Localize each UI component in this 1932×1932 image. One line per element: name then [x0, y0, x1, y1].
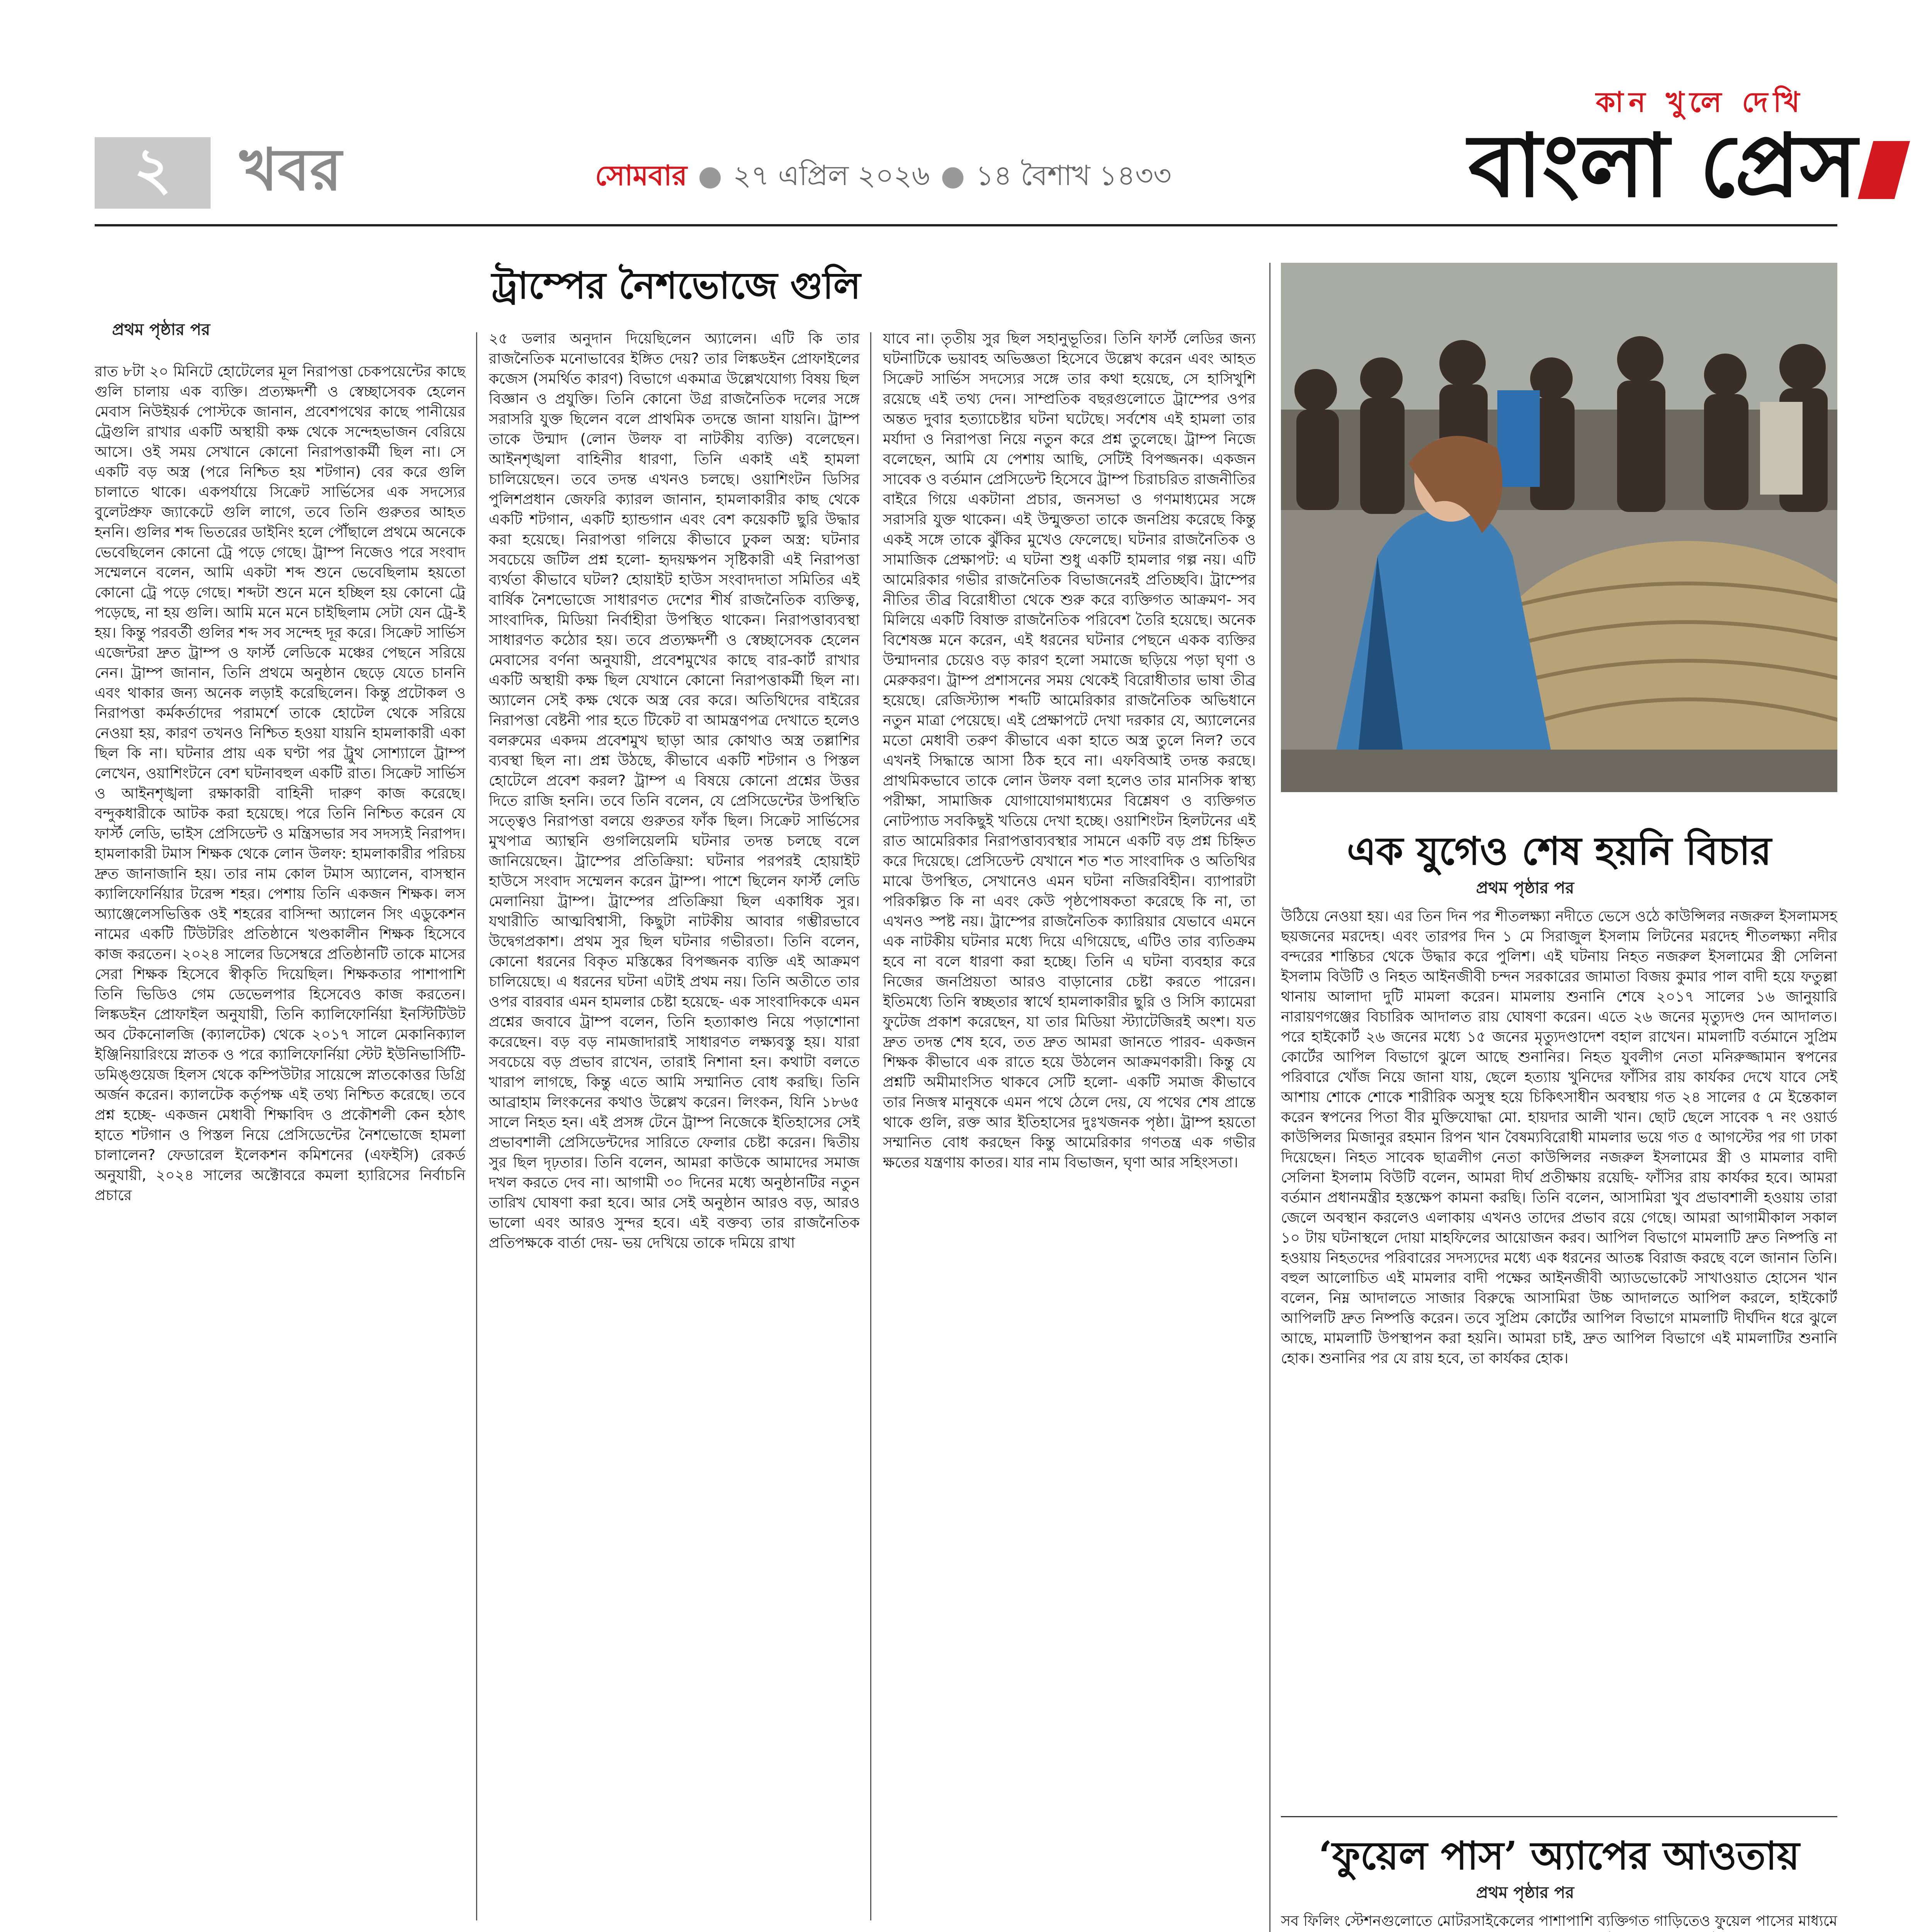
dateline-bengali: ১৪ বৈশাখ ১৪৩৩ — [976, 159, 1172, 192]
trump-column-1 — [95, 361, 466, 1922]
fuel-body — [1281, 1911, 1837, 1932]
news-photo — [1281, 263, 1837, 792]
bichar-text: উঠিয়ে নেওয়া হয়। এর তিন দিন পর শীতলক্ষ্যা নদীতে ভেসে ওঠে কাউন্সিলর নজরুল ইসলামসহ ছয়জনের মরদেহ। এবং তারপর দিন ১ মে সিরাজুল ইসলাম লিটনের মরদেহ শীতলক্ষ্যা নদীর বন্দরের শান্তিচর থেকে উদ্ধার করে পুলিশ। এই ঘটনায় নিহত নজরুল ইসলামের স্ত্রী সেলিনা ইসলাম বিউটি ও নিহত আইনজীবী চন্দন সরকারের জামাতা বিজয় কুমার পাল বাদী হয়ে ফতুল্লা থানায় আলাদা দুটি মামলা করেন। মামলায় শুনানি শেষে ২০১৭ সালের ১৬ জানুয়ারি নারায়ণগঞ্জের বিচারিক আদালত রায় ঘোষণা করেন। এতে ২৬ জনের মৃত্যুদণ্ড দেন আদালত। পরে হাইকোর্ট ২৬ জনের মধ্যে ১৫ জনের মৃত্যুদণ্ডাদেশ বহাল রাখেন। মামলাটি বর্তমানে সুপ্রিম কোর্টের আপিল বিভাগে ঝুলে আছে শুনানির। নিহত যুবলীগ নেতা মনিরুজ্জামান স্বপনের পরিবারে খোঁজ নিয়ে জানা যায়, ছেলে হত্যায় খুনিদের ফাঁসির রায় কার্যকর দেখে যাবে সেই আশায় শোকে শোকে শারীরিক অসুস্থ হয়ে চিকিৎসাধীন অবস্থায় গত ২৪ সালের ৫ মে ইন্তেকাল করেন স্বপনের পিতা বীর মুক্তিযোদ্ধা মো. হায়দার আলী খান। ছোট ছেলে সাবেক ৭ নং ওয়ার্ড কাউন্সিলর মিজানুর রহমান রিপন খান বৈষম্যবিরোধী মামলার ভয়ে গত ৫ আগস্টের পর গা ঢাকা দিয়েছেন। নিহত সাবেক ছাত্রলীগ নেতা কাউন্সিলর নজরুল ইসলামের স্ত্রী ও মামলার বাদী সেলিনা ইসলাম বিউটি বলেন, আমরা দীর্ঘ প্রতীক্ষায় রয়েছি- ফাঁসির রায় কার্যকর হবে। আমরা বর্তমান প্রধানমন্ত্রীর হস্তক্ষেপ কামনা করছি। তিনি বলেন, আসামিরা খুব প্রভাবশালী হওয়ায় তারা জেলে অবস্থান করলেও এলাকায় এখনও তাদের প্রভাব রয়ে গেছে। আমরা আগামীকাল সকাল ১০ টায় ঘটনাস্থলে দোয়া মাহফিলের আয়োজন করব। আপিল বিভাগে মামলাটি দ্রুত নিষ্পত্তি না হওয়ায় নিহতদের পরিবারের সদস্যদের মধ্যে এক ধরনের আতঙ্ক বিরাজ করছে বলে জানান তিনি। বহুল আলোচিত এই মামলার বাদী পক্ষের আইনজীবী অ্যাডভোকেট সাখাওয়াত হোসেন খান বলেন, নিম্ন আদালতে সাজার বিরুদ্ধে আসামিরা উচ্চ আদালতে আপিল করলে, হাইকোর্ট আপিলটি দ্রুত নিষ্পত্তি করেন। তবে সুপ্রিম কোর্টের আপিল বিভাগে মামলাটি দীর্ঘদিন ধরে ঝুলে আছে, মামলাটি উপস্থাপন করা হয়নি। আমরা চাই, দ্রুত আপিল বিভাগে এই মামলাটির শুনানি হোক। শুনানির পর যে রায় হবে, তা কার্যকর হোক। — [1281, 908, 1837, 1367]
fuel-headline: ‘ফুয়েল পাস’ অ্যাপের আওতায় — [1318, 1833, 1800, 1878]
bichar-headline: এক যুগেও শেষ হয়নি বিচার — [1347, 828, 1772, 874]
trump-headline: ট্রাম্পের নৈশভোজে গুলি — [492, 264, 861, 307]
trump-col2-text: ২৫ ডলার অনুদান দিয়েছিলেন অ্যালেন। এটি কি তার রাজনৈতিক মনোভাবের ইঙ্গিত দেয়? তার লিঙ্কডইন প্রোফাইলের কজেস (সমর্থিত কারণ) বিভাগে একমাত্র উল্লেখযোগ্য বিষয় ছিল বিজ্ঞান ও প্রযুক্তি। তিনি কোনো উগ্র রাজনৈতিক দলের সঙ্গে সরাসরি যুক্ত ছিলেন বলে প্রাথমিক তদন্তে জানা যায়নি। ট্রাম্প তাকে উন্মাদ (লোন উলফ বা নাটকীয় ব্যক্তি) বলেছেন। আইনশৃঙ্খলা বাহিনীর ধারণা, তিনি একাই এই হামলা চালিয়েছেন। তবে তদন্ত এখনও চলছে। ওয়াশিংটন ডিসির পুলিশপ্রধান জেফরি ক্যারল জানান, হামলাকারীর কাছ থেকে একটি শটগান, একটি হ্যান্ডগান এবং বেশ কয়েকটি ছুরি উদ্ধার করা হয়েছে। নিরাপত্তা গলিয়ে কীভাবে ঢুকল অস্ত্র: ঘটনার সবচেয়ে জটিল প্রশ্ন হলো- হৃদয়ক্ষপন সৃষ্টিকারী এই নিরাপত্তা ব্যর্থতা কীভাবে ঘটল? হোয়াইট হাউস সংবাদদাতা সমিতির এই বার্ষিক নৈশভোজে সাধারণত দেশের শীর্ষ রাজনৈতিক ব্যক্তিত্ব, সাংবাদিক, মিডিয়া নির্বাহীরা উপস্থিত থাকেন। নিরাপত্তাব্যবস্থা সাধারণত কঠোর হয়। তবে প্রত্যক্ষদর্শী ও স্বেচ্ছাসেবক হেলেন মেবাসের বর্ণনা অনুযায়ী, প্রবেশমুখের কাছে বার-কার্ট রাখার একটি অস্থায়ী কক্ষ ছিল যেখানে কোনো নিরাপত্তাকর্মী ছিল না। অ্যালেন সেই কক্ষ থেকে অস্ত্র বের করে। অতিথিদের বাইরের নিরাপত্তা বেষ্টনী পার হতে টিকেট বা আমন্ত্রণপত্র দেখাতে হলেও বলরুমের একদম প্রবেশমুখ ছাড়া আর কোথাও অস্ত্র তল্লাশির ব্যবস্থা ছিল না। প্রশ্ন উঠছে, কীভাবে একটি শটগান ও পিস্তল হোটেলে প্রবেশ করল? ট্রাম্প এ বিষয়ে কোনো প্রশ্নের উত্তর দিতে রাজি হননি। তবে তিনি বলেন, যে প্রেসিডেন্টের উপস্থিতি সত্ত্বেও নিরাপত্তা বলয়ে গুরুতর ফাঁক ছিল। সিক্রেট সার্ভিসের মুখপাত্র অ্যান্থনি গুগলিয়েলমি ঘটনার তদন্ত চলছে বলে জানিয়েছেন। ট্রাম্পের প্রতিক্রিয়া: ঘটনার পরপরই হোয়াইট হাউসে সংবাদ সম্মেলন করেন ট্রাম্প। পাশে ছিলেন ফার্স্ট লেডি মেলানিয়া ট্রাম্প। ট্রাম্পের প্রতিক্রিয়া ছিল একাধিক সুর। যথারীতি আত্মবিশ্বাসী, কিছুটা নাটকীয় আবার গম্ভীরভাবে উদ্বেগপ্রকাশ। প্রথম সুর ছিল ঘটনার গভীরতা। তিনি বলেন, কোনো ধরনের বিকৃত মস্তিষ্কের বিপজ্জনক ব্যক্তি এই আক্রমণ চালিয়েছে। এ ধরনের ঘটনা এটাই প্রথম নয়। তিনি অতীতে তার ওপর বারবার এমন হামলার চেষ্টা হয়েছে- এক সাংবাদিককে এমন প্রশ্নের জবাবে ট্রাম্প বলেন, তিনি হত্যাকাণ্ড নিয়ে পড়াশোনা করেছেন। বড় বড় নামজাদারাই সাধারণত লক্ষ্যবস্তু হয়। যারা সবচেয়ে বড় প্রভাব রাখেন, তারাই নিশানা হন। কথাটা বলতে খারাপ লাগছে, কিন্তু এতে আমি সম্মানিত বোধ করছি। তিনি আব্রাহাম লিংকনের কথাও উল্লেখ করেন। লিংকন, যিনি ১৮৬৫ সালে নিহত হন। এই প্রসঙ্গ টেনে ট্রাম্প নিজেকে ইতিহাসের সেই প্রভাবশালী প্রেসিডেন্টদের সারিতে ফেলার চেষ্টা করেন। দ্বিতীয় সুর ছিল দৃঢ়তার। তিনি বলেন, আমরা কাউকে আমাদের সমাজ দখল করতে দেব না। আগামী ৩০ দিনের মধ্যে অনুষ্ঠানটির নতুন তারিখ ঘোষণা করা হবে। আর সেই অনুষ্ঠান আরও বড়, আরও ভালো এবং আরও সুন্দর হবে। এই বক্তব্য তার রাজনৈতিক প্রতিপক্ষকে বার্তা দেয়- ভয় দেখিয়ে তাকে দমিয়ে রাখা — [489, 330, 860, 1251]
logo-text: বাংলা প্রেস — [1468, 116, 1857, 217]
fuel-continued-label: প্রথম পৃষ্ঠার পর — [1476, 1883, 1574, 1902]
trump-continued-label: প্রথম পৃষ্ঠার পর — [112, 320, 210, 339]
trump-col3-text: যাবে না। তৃতীয় সুর ছিল সহানুভূতির। তিনি ফার্স্ট লেডির জন্য ঘটনাটিকে ভয়াবহ অভিজ্ঞতা হিসেবে উল্লেখ করেন এবং আহত সিক্রেট সার্ভিস সদস্যের সঙ্গে তার কথা হয়েছে, সে হাসিখুশি রয়েছে এই তথ্য দেন। সাম্প্রতিক বছরগুলোতে ট্রাম্পের ওপর অন্তত দুবার হত্যাচেষ্টার ঘটনা ঘটেছে। সর্বশেষ এই হামলা তার মর্যাদা ও নিরাপত্তা নিয়ে নতুন করে প্রশ্ন তুলেছে। ট্রাম্প নিজে বলেছেন, আমি যে পেশায় আছি, সেটিই বিপজ্জনক। একজন সাবেক ও বর্তমান প্রেসিডেন্ট হিসেবে ট্রাম্প চিরাচরিত রাজনীতির বাইরে গিয়ে একটানা প্রচার, জনসভা ও গণমাধ্যমের সঙ্গে সরাসরি যুক্ত থাকেন। এই উন্মুক্ততা তাকে জনপ্রিয় করেছে কিন্তু একই সঙ্গে তাকে ঝুঁকির মুখেও ফেলেছে। ঘটনার রাজনৈতিক ও সামাজিক প্রেক্ষাপট: এ ঘটনা শুধু একটি হামলার গল্প নয়। এটি আমেরিকার গভীর রাজনৈতিক বিভাজনেরই প্রতিচ্ছবি। ট্রাম্পের নীতির তীব্র বিরোধীতা থেকে শুরু করে ব্যক্তিগত আক্রমণ- সব মিলিয়ে একটি বিষাক্ত রাজনৈতিক পরিবেশ তৈরি হয়েছে। অনেক বিশেষজ্ঞ মনে করেন, এই ধরনের ঘটনার পেছনে একক ব্যক্তির উন্মাদনার চেয়েও বড় কারণ হলো সমাজে ছড়িয়ে পড়া ঘৃণা ও মেরুকরণ। ট্রাম্প প্রশাসনের সময় থেকেই বিরোধীতার ভাষা তীব্র হয়েছে। রেজিস্ট্যান্স শব্দটি আমেরিকার রাজনৈতিক অভিধানে নতুন মাত্রা পেয়েছে। এই প্রেক্ষাপটে দেখা দরকার যে, অ্যালেনের মতো মেধাবী তরুণ কীভাবে একা হাতে অস্ত্র তুলে নিল? তবে এখনই সিদ্ধান্তে আসা ঠিক হবে না। এফবিআই তদন্ত করছে। প্রাথমিকভাবে তাকে লোন উলফ বলা হলেও তার মানসিক স্বাস্থ্য পরীক্ষা, সামাজিক যোগাযোগমাধ্যমের বিশ্লেষণ ও ব্যক্তিগত নোটপ্যাড সবকিছুই খতিয়ে দেখা হচ্ছে। ওয়াশিংটন হিলটনের এই রাত আমেরিকার নিরাপত্তাব্যবস্থার সামনে একটি বড় প্রশ্ন চিহ্নিত করে দিয়েছে। প্রেসিডেন্ট যেখানে শত শত সাংবাদিক ও অতিথির মাঝে উপস্থিত, সেখানেও এমন ঘটনা নজিরবিহীন। ব্যাপারটা পরিকল্পিত কি না এবং কেউ পৃষ্ঠপোষকতা করেছে কি না, তা এখনও স্পষ্ট নয়। ট্রাম্পের রাজনৈতিক ক্যারিয়ার যেভাবে এমনে এক নাটকীয় ঘটনার মধ্যে দিয়ে এগিয়েছে, এটিও তার ব্যতিক্রম হবে না বলে ধারণা করা হচ্ছে। তিনি এ ঘটনা ব্যবহার করে নিজের জনপ্রিয়তা আরও বাড়ানোর চেষ্টা করতে পারেন। ইতিমধ্যে তিনি স্বচ্ছতার স্বার্থে হামলাকারীর ছুরি ও সিসি ক্যামেরা ফুটেজ প্রকাশ করেছেন, যা তার মিডিয়া স্ট্যাটেজিরই অংশ। যত দ্রুত তদন্ত শেষ হবে, তত দ্রুত আমরা জানতে পারব- একজন শিক্ষক কীভাবে এক রাতে হয়ে উঠলেন আক্রমণকারী। কিন্তু যে প্রশ্নটি অমীমাংসিত থাকবে সেটি হলো- একটি সমাজ কীভাবে তার নিজস্ব মানুষকে এমন পথে ঠেলে দেয়, যে পথের শেষ প্রান্তে থাকে গুলি, রক্ত আর ইতিহাসের দুঃখজনক পৃষ্ঠা। ট্রাম্প হয়তো সম্মানিত বোধ করছেন কিন্তু আমেরিকার গণতন্ত্র এক গভীর ক্ষতের যন্ত্রণায় কাতর। যার নাম বিভাজন, ঘৃণা আর সহিংসতা। — [883, 330, 1256, 1171]
dateline — [595, 155, 1172, 201]
bichar-body — [1281, 906, 1837, 1814]
logo-mark-icon — [1858, 141, 1910, 199]
trump-col1-text: রাত ৮টা ২০ মিনিটে হোটেলের মূল নিরাপত্তা চেকপয়েন্টের কাছে গুলি চালায় এক ব্যক্তি। প্রত্যক্ষদর্শী ও স্বেচ্ছাসেবক হেলেন মেবাস নিউইয়র্ক পোস্টকে জানান, প্রবেশপথের কাছে পানীয়ের ট্রেগুলি রাখার একটি অস্থায়ী কক্ষ থেকে সন্দেহভাজন বেরিয়ে আসে। ওই সময় সেখানে কোনো নিরাপত্তাকর্মী ছিল না। সে একটি বড় অস্ত্র (পরে নিশ্চিত হয় শটগান) বের করে গুলি চালাতে থাকে। একপর্যায়ে সিক্রেট সার্ভিসের এক সদস্যের বুলেটপ্রুফ জ্যাকেটে গুলি লাগে, তবে তিনি গুরুতর আহত হননি। গুলির শব্দ ভিতরের ডাইনিং হলে পৌঁছালে প্রথমে অনেকে ভেবেছিলেন কোনো ট্রে পড়ে গেছে। ট্রাম্প নিজেও পরে সংবাদ সম্মেলনে বলেন, আমি একটা শব্দ শুনে ভেবেছিলাম হয়তো কোনো ট্রে পড়ে গেছে। শব্দটা শুনে মনে হচ্ছিল হয় কোনো ট্রে পড়েছে, না হয় গুলি। আমি মনে মনে চাইছিলাম সেটা যেন ট্রে-ই হয়। কিন্তু পরবর্তী গুলির শব্দ সব সন্দেহ দূর করে। সিক্রেট সার্ভিস এজেন্টরা দ্রুত ট্রাম্প ও ফার্স্ট লেডিকে মঞ্চের পেছনে সরিয়ে নেন। ট্রাম্প জানান, তিনি প্রথমে অনুষ্ঠান ছেড়ে যেতে চাননি এবং থাকার জন্য অনেক লড়াই করেছিলেন। কিন্তু প্রটোকল ও নিরাপত্তা কর্মকর্তাদের পরামর্শে তাকে হোটেল থেকে সরিয়ে নেওয়া হয়, কারণ তখনও নিশ্চিত হওয়া যায়নি হামলাকারী একা ছিল কি না। ঘটনার প্রায় এক ঘণ্টা পর ট্রুথ সোশ্যালে ট্রাম্প লেখেন, ওয়াশিংটনে বেশ ঘটনাবহুল একটি রাত। সিক্রেট সার্ভিস ও আইনশৃঙ্খলা রক্ষাকারী বাহিনী দারুণ কাজ করেছে। বন্দুকধারীকে আটক করা হয়েছে। পরে তিনি নিশ্চিত করেন যে ফার্স্ট লেডি, ভাইস প্রেসিডেন্ট ও মন্ত্রিসভার সব সদস্যই নিরাপদ। হামলাকারী টমাস শিক্ষক থেকে লোন উলফ: হামলাকারীর পরিচয় দ্রুত জানাজানি হয়। তার নাম কোল টমাস অ্যালেন, বাসস্থান ক্যালিফোর্নিয়ার টরেন্স শহর। পেশায় তিনি একজন শিক্ষক। লস অ্যাঞ্জেলেসভিত্তিক ওই শহরের বাসিন্দা অ্যালেন সিং এডুকেশন নামের একটি টিউটরিং প্রতিষ্ঠানে খণ্ডকালীন শিক্ষক হিসেবে কাজ করতেন। ২০২৪ সালের ডিসেম্বরে প্রতিষ্ঠানটি তাকে মাসের সেরা শিক্ষক হিসেবে স্বীকৃতি দিয়েছিল। শিক্ষকতার পাশাপাশি তিনি ভিডিও গেম ডেভেলপার হিসেবেও কাজ করতেন। লিঙ্কডইন প্রোফাইল অনুযায়ী, তিনি ক্যালিফোর্নিয়া ইনস্টিটিউট অব টেকনোলজি (ক্যালটেক) থেকে ২০১৭ সালে মেকানিক্যাল ইঞ্জিনিয়ারিংয়ে স্নাতক ও পরে ক্যালিফোর্নিয়া স্টেট ইউনিভার্সিটি-ডমিঙ্গুয়েজ হিলস থেকে কম্পিউটার সায়েন্সে স্নাতকোত্তর ডিগ্রি অর্জন করেন। ক্যালটেক কর্তৃপক্ষ এই তথ্য নিশ্চিত করেছে। তবে প্রশ্ন হচ্ছে- একজন মেধাবী শিক্ষাবিদ ও প্রকৌশলী কেন হঠাৎ হাতে শটগান ও পিস্তল নিয়ে প্রেসিডেন্টের নৈশভোজে হামলা চালালেন? ফেডারেল ইলেকশন কমিশনের (এফইসি) রেকর্ড অনুযায়ী, ২০২৪ সালের অক্টোবরে কমলা হ্যারিসের নির্বাচনি প্রচারে — [95, 363, 466, 1204]
newspaper-logo — [1468, 116, 1902, 216]
section-label: খবর — [240, 136, 342, 204]
dateline-gregorian: ২৭ এপ্রিল ২০২৬ — [733, 159, 930, 192]
dateline-day: সোমবার — [595, 159, 687, 192]
bichar-continued-label: প্রথম পৃষ্ঠার পর — [1476, 878, 1574, 897]
crowd-photo-illustration — [1281, 263, 1837, 792]
logo-tagline: কান খুলে দেখি — [1596, 86, 1805, 118]
column-rule — [870, 332, 871, 1920]
page-number: ২ — [134, 135, 172, 202]
trump-column-3 — [883, 328, 1256, 1922]
article-rule — [1281, 1816, 1837, 1817]
trump-column-2 — [489, 328, 860, 1922]
fuel-text: সব ফিলিং স্টেশনগুলোতে মোটরসাইকেলের পাশাপাশি ব্যক্তিগত গাড়িতেও ফুয়েল পাসের মাধ্যমে — [1281, 1912, 1837, 1929]
dot-separator-icon: ● — [698, 159, 723, 192]
section-vertical-rule — [1269, 263, 1270, 1932]
dot-separator-icon: ● — [940, 159, 965, 192]
masthead-rule — [95, 224, 1837, 226]
column-rule — [476, 332, 477, 1920]
